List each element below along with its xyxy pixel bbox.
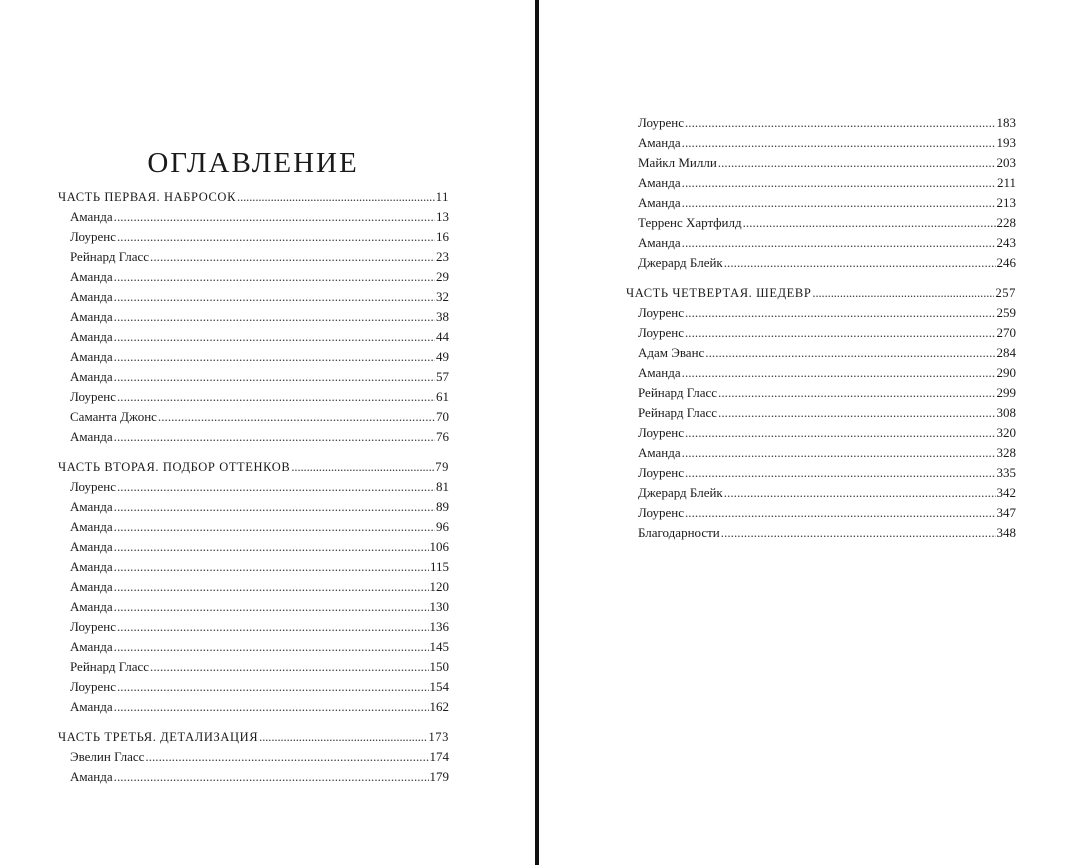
toc-entry-label: Аманда [70, 289, 113, 304]
toc-entry-label: Рейнард Гласс [638, 405, 718, 420]
toc-entry-label: ЧАСТЬ ТРЕТЬЯ. ДЕТАЛИЗАЦИЯ [58, 730, 259, 744]
toc-chapter-entry [626, 193, 1016, 213]
right-page [539, 0, 1077, 865]
toc-page-number: 342 [996, 485, 1016, 500]
toc-dot-leader [721, 523, 996, 543]
toc-dot-leader [114, 287, 435, 307]
toc-chapter-entry [58, 517, 449, 537]
toc-dot-leader [743, 213, 996, 233]
toc-entry-label: Аманда [70, 599, 113, 614]
toc-page-number: 348 [996, 525, 1016, 540]
toc-dot-leader [114, 597, 429, 617]
toc-chapter-entry [58, 407, 449, 427]
toc-page-number: 328 [996, 445, 1016, 460]
toc-chapter-entry [58, 477, 449, 497]
toc-page-number: 308 [996, 405, 1016, 420]
toc-chapter-entry [58, 307, 449, 327]
toc-chapter-entry [58, 617, 449, 637]
toc-page-number: 13 [436, 209, 449, 224]
toc-entry-label: Лоуренс [638, 115, 684, 130]
toc-dot-leader [812, 283, 994, 303]
toc-chapter-entry [58, 287, 449, 307]
toc-entry-label: Аманда [70, 519, 113, 534]
toc-page-number: 130 [429, 599, 449, 614]
toc-page-number: 150 [429, 659, 449, 674]
toc-chapter-entry [58, 677, 449, 697]
toc-dot-leader [682, 233, 996, 253]
toc-entry-label: Лоуренс [70, 619, 116, 634]
toc-chapter-entry [626, 343, 1016, 363]
toc-dot-leader [114, 637, 429, 657]
toc-page-number: 270 [996, 325, 1016, 340]
toc-entry-label: Благодарности [638, 525, 720, 540]
toc-page-number: 179 [429, 769, 449, 784]
toc-dot-leader [114, 557, 429, 577]
toc-page-number: 246 [996, 255, 1016, 270]
toc-entry-label: Аманда [70, 559, 113, 574]
toc-chapter-entry [626, 303, 1016, 323]
toc-page-number: 81 [436, 479, 449, 494]
toc-chapter-entry [58, 427, 449, 447]
toc-chapter-entry [626, 403, 1016, 423]
toc-chapter-entry [626, 523, 1016, 543]
toc-entry-label: Рейнард Гласс [70, 249, 150, 264]
toc-dot-leader [114, 307, 435, 327]
toc-dot-leader [259, 727, 427, 747]
toc-entry-label: Майкл Милли [638, 155, 717, 170]
toc-page-number: 183 [996, 115, 1016, 130]
toc-chapter-entry [58, 767, 449, 787]
toc-page-number: 243 [996, 235, 1016, 250]
toc-page-number: 174 [429, 749, 449, 764]
toc-page-number: 61 [436, 389, 449, 404]
toc-dot-leader [724, 253, 996, 273]
toc-page-number: 213 [996, 195, 1016, 210]
toc-dot-leader [682, 173, 996, 193]
toc-dot-leader [685, 503, 996, 523]
toc-dot-leader [114, 367, 435, 387]
toc-page-number: 32 [436, 289, 449, 304]
toc-entry-label: Аманда [638, 135, 681, 150]
toc-chapter-entry [58, 577, 449, 597]
toc-dot-leader [291, 457, 434, 477]
toc-chapter-entry [626, 503, 1016, 523]
toc-page-number: 57 [436, 369, 449, 384]
toc-page-number: 320 [996, 425, 1016, 440]
toc-page-number: 89 [436, 499, 449, 514]
toc-part-entry [58, 187, 449, 207]
toc-dot-leader [114, 427, 435, 447]
toc-dot-leader [117, 477, 435, 497]
toc-dot-leader [682, 193, 996, 213]
toc-dot-leader [685, 323, 996, 343]
toc-dot-leader [117, 387, 435, 407]
toc-chapter-entry [58, 207, 449, 227]
toc-page-number: 162 [429, 699, 449, 714]
toc-entry-label: Аманда [638, 235, 681, 250]
toc-dot-leader [705, 343, 995, 363]
toc-chapter-entry [626, 483, 1016, 503]
toc-page-number: 23 [436, 249, 449, 264]
toc-page-number: 203 [996, 155, 1016, 170]
toc-chapter-entry [58, 747, 449, 767]
toc-entry-label: Аманда [70, 369, 113, 384]
toc-page-number: 335 [996, 465, 1016, 480]
toc-dot-leader [114, 537, 429, 557]
toc-dot-leader [117, 677, 429, 697]
toc-page-number: 193 [996, 135, 1016, 150]
toc-dot-leader [724, 483, 996, 503]
toc-list-right [626, 113, 1016, 543]
toc-page-number: 173 [428, 730, 449, 744]
toc-chapter-entry [58, 697, 449, 717]
toc-dot-leader [114, 577, 429, 597]
toc-page-number: 228 [996, 215, 1016, 230]
toc-dot-leader [114, 267, 435, 287]
toc-entry-label: Лоуренс [70, 229, 116, 244]
toc-entry-label: Лоуренс [70, 479, 116, 494]
toc-entry-label: Аманда [638, 195, 681, 210]
toc-page-number: 211 [996, 175, 1016, 190]
toc-page-number: 29 [436, 269, 449, 284]
toc-entry-label: Аманда [70, 309, 113, 324]
toc-chapter-entry [626, 463, 1016, 483]
toc-entry-label: Аманда [70, 349, 113, 364]
toc-chapter-entry [626, 133, 1016, 153]
toc-entry-label: Аманда [70, 209, 113, 224]
toc-dot-leader [150, 657, 428, 677]
toc-entry-label: Лоуренс [638, 505, 684, 520]
toc-chapter-entry [58, 327, 449, 347]
toc-chapter-entry [626, 383, 1016, 403]
toc-chapter-entry [626, 153, 1016, 173]
toc-dot-leader [114, 697, 429, 717]
toc-part-entry [58, 457, 449, 477]
toc-page-number: 284 [996, 345, 1016, 360]
toc-chapter-entry [626, 173, 1016, 193]
toc-dot-leader [117, 617, 429, 637]
toc-dot-leader [682, 133, 996, 153]
toc-entry-label: Аманда [70, 539, 113, 554]
toc-entry-label: Лоуренс [638, 305, 684, 320]
toc-page-number: 136 [429, 619, 449, 634]
toc-chapter-entry [626, 323, 1016, 343]
toc-entry-label: Лоуренс [638, 425, 684, 440]
toc-entry-label: Лоуренс [70, 389, 116, 404]
toc-page-number: 79 [435, 460, 449, 474]
toc-part-entry [626, 283, 1016, 303]
toc-chapter-entry [58, 597, 449, 617]
toc-part-entry [58, 727, 449, 747]
toc-entry-label: Аманда [70, 579, 113, 594]
toc-chapter-entry [58, 387, 449, 407]
toc-chapter-entry [58, 367, 449, 387]
toc-dot-leader [682, 363, 996, 383]
toc-chapter-entry [58, 497, 449, 517]
toc-entry-label: Аманда [638, 175, 681, 190]
toc-entry-label: Джерард Блейк [638, 255, 723, 270]
toc-page-number: 145 [429, 639, 449, 654]
toc-dot-leader [685, 113, 996, 133]
toc-entry-label: Аманда [70, 499, 113, 514]
left-page [0, 0, 535, 865]
toc-chapter-entry [626, 253, 1016, 273]
toc-dot-leader [682, 443, 996, 463]
toc-entry-label: Аманда [70, 329, 113, 344]
toc-chapter-entry [58, 557, 449, 577]
toc-entry-label: Терренс Хартфилд [638, 215, 742, 230]
toc-dot-leader [114, 327, 435, 347]
toc-page-number: 120 [429, 579, 449, 594]
toc-page-number: 76 [436, 429, 449, 444]
toc-entry-label: ЧАСТЬ ЧЕТВЕРТАЯ. ШЕДЕВР [626, 286, 812, 300]
toc-dot-leader [685, 303, 996, 323]
toc-entry-label: Джерард Блейк [638, 485, 723, 500]
toc-entry-label: Адам Эванс [638, 345, 705, 360]
toc-page-number: 257 [995, 286, 1016, 300]
toc-page-number: 347 [996, 505, 1016, 520]
toc-page-number: 44 [436, 329, 449, 344]
toc-page-number: 259 [996, 305, 1016, 320]
toc-entry-label: Лоуренс [638, 465, 684, 480]
toc-page-number: 16 [436, 229, 449, 244]
toc-page-number: 70 [436, 409, 449, 424]
toc-dot-leader [114, 347, 435, 367]
toc-entry-label: ЧАСТЬ ВТОРАЯ. ПОДБОР ОТТЕНКОВ [58, 460, 291, 474]
toc-chapter-entry [58, 227, 449, 247]
toc-entry-label: Саманта Джонс [70, 409, 157, 424]
toc-dot-leader [145, 747, 428, 767]
toc-dot-leader [685, 423, 996, 443]
toc-chapter-entry [626, 233, 1016, 253]
toc-page-number: 96 [436, 519, 449, 534]
toc-chapter-entry [58, 637, 449, 657]
toc-entry-label: Аманда [70, 769, 113, 784]
toc-entry-label: Аманда [70, 429, 113, 444]
toc-page-number: 290 [996, 365, 1016, 380]
toc-page-number: 154 [429, 679, 449, 694]
toc-page-number: 11 [435, 190, 449, 204]
toc-chapter-entry [58, 247, 449, 267]
toc-dot-leader [158, 407, 435, 427]
toc-entry-label: Аманда [70, 639, 113, 654]
toc-entry-label: Аманда [70, 699, 113, 714]
toc-entry-label: ЧАСТЬ ПЕРВАЯ. НАБРОСОК [58, 190, 237, 204]
toc-chapter-entry [626, 443, 1016, 463]
toc-page-number: 106 [429, 539, 449, 554]
toc-dot-leader [114, 207, 435, 227]
toc-chapter-entry [626, 423, 1016, 443]
toc-chapter-entry [626, 363, 1016, 383]
page-title: ОГЛАВЛЕНИЕ [147, 147, 359, 179]
toc-dot-leader [685, 463, 996, 483]
toc-dot-leader [114, 517, 435, 537]
toc-entry-label: Рейнард Гласс [70, 659, 150, 674]
toc-chapter-entry [58, 537, 449, 557]
toc-entry-label: Аманда [638, 365, 681, 380]
toc-chapter-entry [58, 347, 449, 367]
toc-entry-label: Аманда [70, 269, 113, 284]
toc-chapter-entry [58, 267, 449, 287]
toc-page-number: 299 [996, 385, 1016, 400]
toc-page-number: 115 [429, 559, 449, 574]
toc-chapter-entry [58, 657, 449, 677]
toc-entry-label: Аманда [638, 445, 681, 460]
toc-dot-leader [718, 403, 995, 423]
toc-entry-label: Рейнард Гласс [638, 385, 718, 400]
toc-page-number: 38 [436, 309, 449, 324]
toc-page-number: 49 [436, 349, 449, 364]
toc-entry-label: Лоуренс [638, 325, 684, 340]
toc-entry-label: Лоуренс [70, 679, 116, 694]
toc-dot-leader [718, 153, 996, 173]
toc-dot-leader [150, 247, 435, 267]
toc-dot-leader [718, 383, 995, 403]
toc-chapter-entry [626, 213, 1016, 233]
toc-dot-leader [237, 187, 435, 207]
toc-dot-leader [117, 227, 435, 247]
toc-chapter-entry [626, 113, 1016, 133]
toc-list-left [58, 187, 449, 787]
toc-dot-leader [114, 767, 429, 787]
toc-dot-leader [114, 497, 435, 517]
toc-entry-label: Эвелин Гласс [70, 749, 145, 764]
